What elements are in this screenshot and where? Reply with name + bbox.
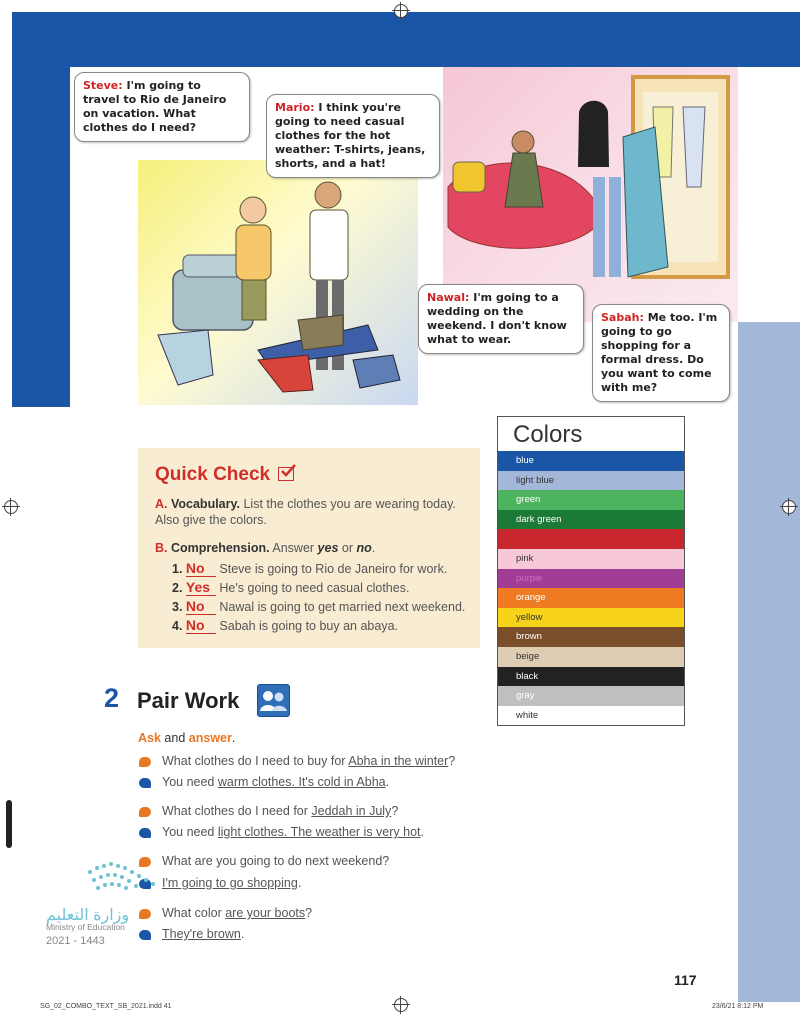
answer-field[interactable]: No xyxy=(186,598,216,615)
speaker-b-icon xyxy=(139,778,151,788)
logo-dot xyxy=(92,878,96,882)
registration-mark-icon xyxy=(4,500,18,514)
footer-file: SG_02_COMBO_TEXT_SB_2021.indd 41 xyxy=(40,1003,172,1010)
quick-check-b: B. Comprehension. Answer yes or no. xyxy=(155,541,376,555)
colors-title: Colors xyxy=(513,421,583,448)
speaker-name: Sabah: xyxy=(601,311,644,324)
speaker-name: Mario: xyxy=(275,101,315,114)
right-light-blue-band xyxy=(738,322,800,1002)
logo-dot xyxy=(124,886,128,890)
page-number: 117 xyxy=(674,972,697,988)
speech-bubble-nawal xyxy=(418,284,584,354)
color-swatch: pink xyxy=(498,549,684,569)
quick-check-items xyxy=(172,560,482,636)
registration-mark-icon xyxy=(394,998,408,1012)
dialogue-line: I'm going to go shopping. xyxy=(162,876,302,890)
color-swatch: brown xyxy=(498,627,684,647)
dialogue-line: What color are your boots? xyxy=(162,906,313,920)
speech-bubble-mario xyxy=(266,94,440,178)
logo-dot xyxy=(116,864,120,868)
color-swatch: light blue xyxy=(498,471,684,491)
quick-check-a: A. Vocabulary. List the clothes you are wearing today. Also give the colors. xyxy=(155,497,456,527)
left-blue-band xyxy=(12,67,70,407)
logo-dot xyxy=(88,870,92,874)
registration-mark-icon xyxy=(394,4,408,18)
speaker-a-icon xyxy=(139,757,151,767)
bubble-text: I'm going to travel to Rio de Janeiro on vacation. What clothes do I need? xyxy=(83,79,227,134)
logo-dot xyxy=(123,866,127,870)
logo-dot xyxy=(109,862,113,866)
list-item: 4. No Sabah is going to buy an abaya. xyxy=(172,617,399,633)
color-swatch: dark green xyxy=(498,510,684,530)
dialogue-line: You need light clothes. The weather is very hot. xyxy=(162,825,424,839)
ministry-logo-icon xyxy=(88,862,158,892)
speaker-b-icon xyxy=(139,828,151,838)
list-item: 2. Yes He's going to need casual clothes. xyxy=(172,579,410,595)
speaker-a-icon xyxy=(139,807,151,817)
pair-work-instruction: Ask and answer. xyxy=(138,731,236,745)
ministry-arabic: وزارة التعليم xyxy=(46,907,130,924)
color-swatch: blue xyxy=(498,451,684,471)
dialogue-line: What clothes do I need to buy for Abha in the winter? xyxy=(162,754,456,768)
speaker-a-icon xyxy=(139,909,151,919)
logo-dot xyxy=(110,882,114,886)
pair-work-icon xyxy=(257,684,290,717)
logo-dot xyxy=(137,874,141,878)
logo-dot xyxy=(130,870,134,874)
answer-field[interactable]: No xyxy=(186,617,216,634)
logo-dot xyxy=(95,866,99,870)
dialogue-line: You need warm clothes. It's cold in Abha. xyxy=(162,775,390,789)
bubble-text: Me too. I'm going to go shopping for a formal dress. Do you want to come with me? xyxy=(601,311,718,394)
registration-mark-icon xyxy=(782,500,796,514)
colors-panel xyxy=(497,416,685,726)
logo-dot xyxy=(103,883,107,887)
list-item: 1. No Steve is going to Rio de Janeiro for work. xyxy=(172,560,448,576)
dialogue-line: What clothes do I need for Jeddah in July? xyxy=(162,804,399,818)
margin-mark xyxy=(6,800,12,848)
section-title: Pair Work xyxy=(137,688,240,713)
color-swatch: white xyxy=(498,706,684,726)
dialogue-line: They're brown. xyxy=(162,927,245,941)
speech-bubble-sabah xyxy=(592,304,730,402)
color-swatch: orange xyxy=(498,588,684,608)
answer-field[interactable]: Yes xyxy=(186,579,216,596)
logo-dot xyxy=(99,875,103,879)
top-blue-band xyxy=(12,12,800,67)
bubble-text: I think you're going to need casual clothes for the hot weather: T-shirts, jeans, shorts, and a hat! xyxy=(275,101,426,170)
speaker-b-icon xyxy=(139,930,151,940)
color-swatch: black xyxy=(498,667,684,687)
checkbox-icon xyxy=(278,467,294,481)
logo-dot xyxy=(113,873,117,877)
logo-dot xyxy=(106,873,110,877)
speech-bubble-steve xyxy=(74,72,250,142)
answer-field[interactable]: No xyxy=(186,560,216,577)
logo-dot xyxy=(96,886,100,890)
list-item: 3. No Nawal is going to get married next weekend. xyxy=(172,598,466,614)
speaker-name: Nawal: xyxy=(427,291,470,304)
color-swatch: beige xyxy=(498,647,684,667)
color-swatch: gray xyxy=(498,686,684,706)
section-number: 2 xyxy=(104,683,120,713)
logo-dot xyxy=(151,882,155,886)
logo-dot xyxy=(134,884,138,888)
color-swatch: purple xyxy=(498,569,684,589)
illustration-packing-scene xyxy=(138,160,418,405)
quick-check-title: Quick Check xyxy=(155,464,294,486)
color-swatch: yellow xyxy=(498,608,684,628)
ministry-english: Ministry of Education xyxy=(46,922,125,932)
logo-dot xyxy=(117,883,121,887)
color-swatch: green xyxy=(498,490,684,510)
dialogue-line: What are you going to do next weekend? xyxy=(162,854,390,868)
logo-dot xyxy=(127,879,131,883)
logo-dot xyxy=(102,864,106,868)
speaker-name: Steve: xyxy=(83,79,123,92)
color-swatch: red xyxy=(498,529,684,549)
footer-date: 23/6/21 8:12 PM xyxy=(712,1003,764,1010)
logo-dot xyxy=(144,878,148,882)
bubble-text: I'm going to a wedding on the weekend. I don't know what to wear. xyxy=(427,291,567,346)
logo-dot xyxy=(120,875,124,879)
ministry-year: 2021 - 1443 xyxy=(46,935,105,947)
